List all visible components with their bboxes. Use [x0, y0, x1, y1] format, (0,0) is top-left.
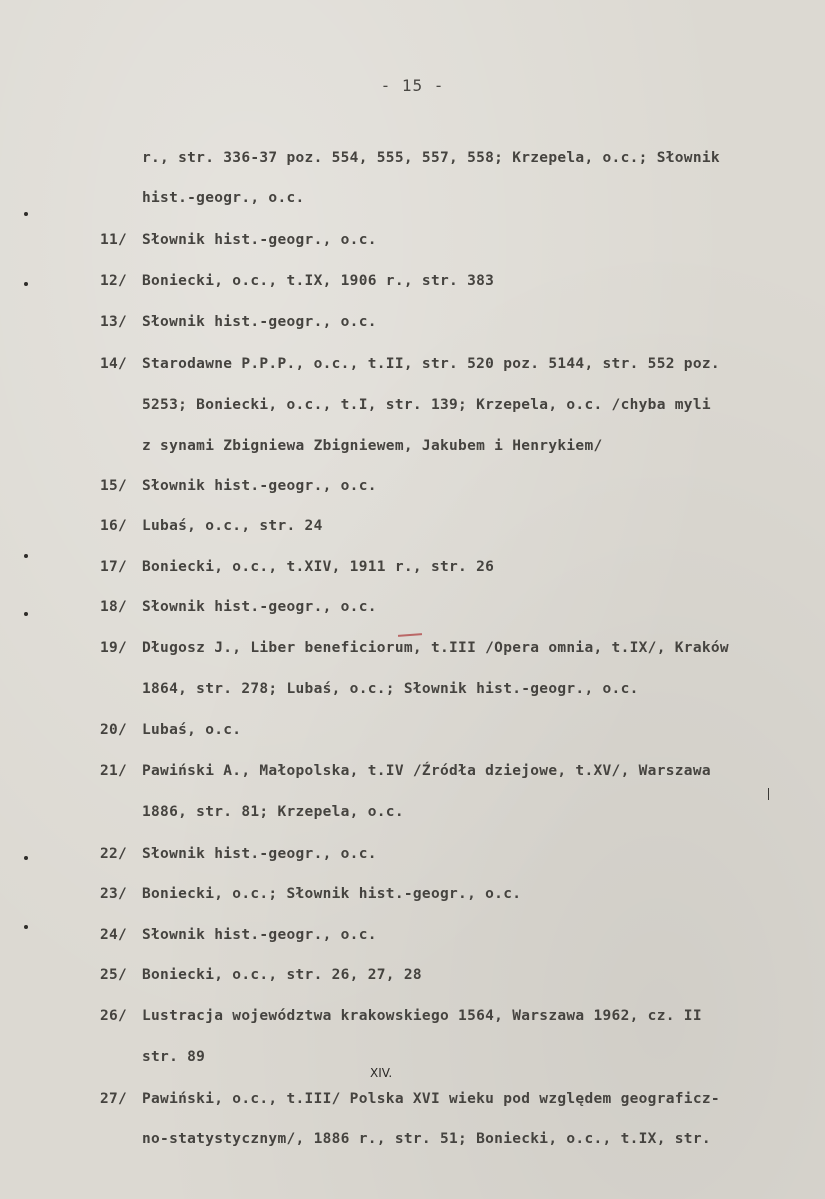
- footnote-text: Pawiński, o.c., t.III/ Polska XVI wieku pod względem geograficz-: [142, 1091, 720, 1107]
- footnote-text: Boniecki, o.c., t.XIV, 1911 r., str. 26: [142, 559, 495, 575]
- footnote-number: 15/: [100, 478, 128, 494]
- footnote-text: 1886, str. 81; Krzepela, o.c.: [142, 804, 404, 820]
- handwritten-margin-note: XIV.: [370, 1066, 393, 1080]
- footnote-number: 27/: [100, 1091, 128, 1107]
- footnote-text: str. 89: [142, 1049, 206, 1065]
- page-number: - 15 -: [380, 76, 445, 95]
- binder-hole-dot: [24, 554, 28, 558]
- footnote-number: 19/: [100, 640, 128, 656]
- footnote-number: 25/: [100, 967, 128, 983]
- pencil-tick-mark: [768, 788, 769, 800]
- footnote-number: 17/: [100, 559, 128, 575]
- footnote-number: 22/: [100, 846, 128, 862]
- red-pencil-mark: [398, 633, 422, 637]
- footnote-number: 26/: [100, 1008, 128, 1024]
- footnote-text: Słownik hist.-geogr., o.c.: [142, 927, 377, 943]
- footnote-number: 23/: [100, 886, 128, 902]
- footnote-text: Słownik hist.-geogr., o.c.: [142, 478, 377, 494]
- footnote-text: Słownik hist.-geogr., o.c.: [142, 232, 377, 248]
- footnote-number: 24/: [100, 927, 128, 943]
- footnote-text: Starodawne P.P.P., o.c., t.II, str. 520 poz. 5144, str. 552 poz.: [142, 356, 720, 372]
- footnote-text: Boniecki, o.c., t.IX, 1906 r., str. 383: [142, 273, 495, 289]
- footnote-text: Słownik hist.-geogr., o.c.: [142, 314, 377, 330]
- footnote-text: 5253; Boniecki, o.c., t.I, str. 139; Krzepela, o.c. /chyba myli: [142, 397, 711, 413]
- footnote-text: Lubaś, o.c., str. 24: [142, 518, 323, 534]
- binder-hole-dot: [24, 925, 28, 929]
- footnote-number: 14/: [100, 356, 128, 372]
- footnote-text: Słownik hist.-geogr., o.c.: [142, 599, 377, 615]
- footnote-text: 1864, str. 278; Lubaś, o.c.; Słownik hist.-geogr., o.c.: [142, 681, 639, 697]
- footnote-text: Boniecki, o.c.; Słownik hist.-geogr., o.c.: [142, 886, 522, 902]
- footnote-text: Długosz J., Liber beneficiorum, t.III /Opera omnia, t.IX/, Kraków: [142, 640, 729, 656]
- footnote-number: 21/: [100, 763, 128, 779]
- binder-hole-dot: [24, 612, 28, 616]
- binder-hole-dot: [24, 856, 28, 860]
- footnote-text: Pawiński A., Małopolska, t.IV /Źródła dziejowe, t.XV/, Warszawa: [142, 763, 711, 779]
- footnote-number: 11/: [100, 232, 128, 248]
- footnote-text: z synami Zbigniewa Zbigniewem, Jakubem i Henrykiem/: [142, 438, 603, 454]
- footnote-number: 20/: [100, 722, 128, 738]
- footnote-text: Lustracja województwa krakowskiego 1564, Warszawa 1962, cz. II: [142, 1008, 702, 1024]
- footnote-number: 13/: [100, 314, 128, 330]
- footnote-text: Lubaś, o.c.: [142, 722, 242, 738]
- footnote-number: 18/: [100, 599, 128, 615]
- footnote-text: r., str. 336-37 poz. 554, 555, 557, 558; Krzepela, o.c.; Słownik: [142, 150, 720, 166]
- footnote-number: 16/: [100, 518, 128, 534]
- binder-hole-dot: [24, 212, 28, 216]
- footnote-text: hist.-geogr., o.c.: [142, 190, 305, 206]
- binder-hole-dot: [24, 282, 28, 286]
- footnote-text: Boniecki, o.c., str. 26, 27, 28: [142, 967, 422, 983]
- footnote-text: Słownik hist.-geogr., o.c.: [142, 846, 377, 862]
- footnote-number: 12/: [100, 273, 128, 289]
- footnote-text: no-statystycznym/, 1886 r., str. 51; Boniecki, o.c., t.IX, str.: [142, 1131, 711, 1147]
